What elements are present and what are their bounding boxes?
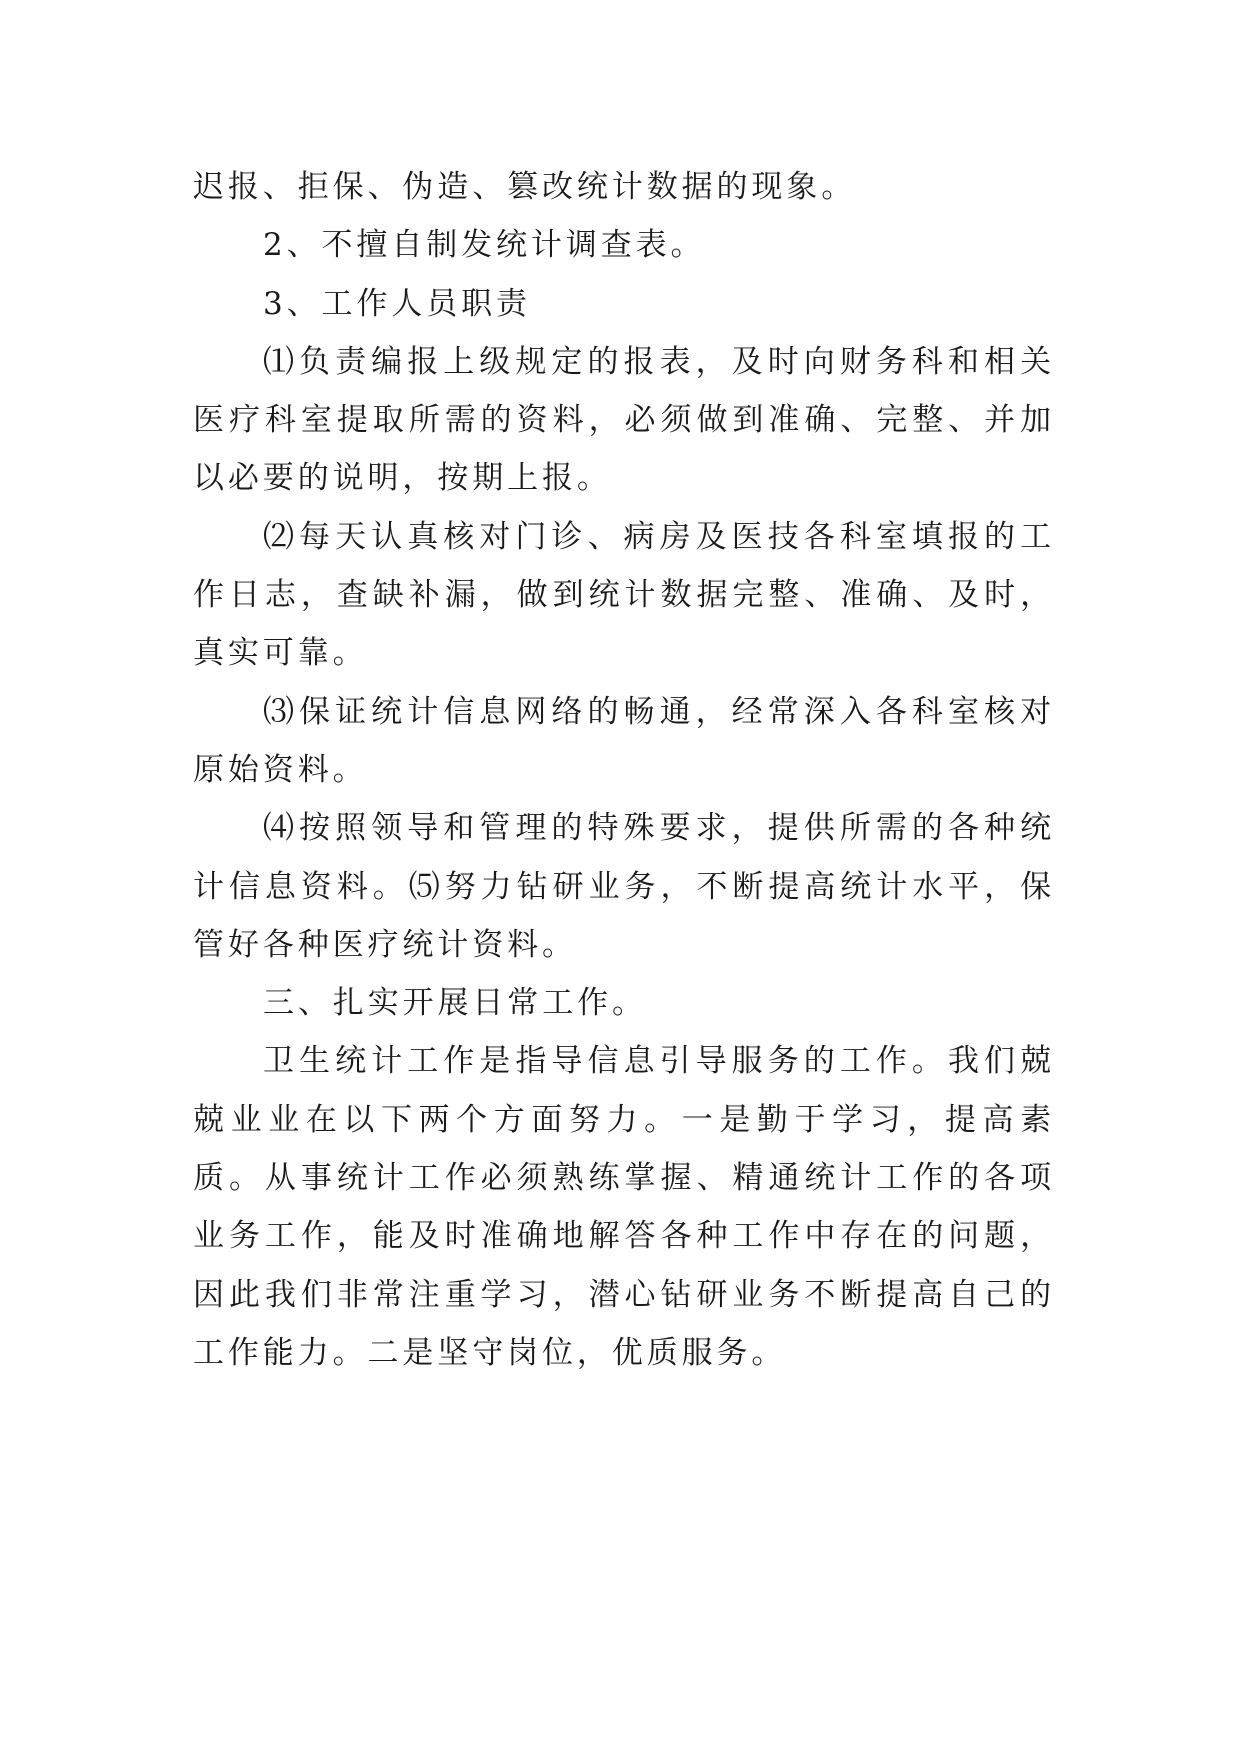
- paragraph-item-2: 2、不擅自制发统计调查表。: [263, 227, 706, 264]
- paragraph-continuation: 迟报、拒保、伪造、篡改统计数据的现象。: [193, 169, 857, 205]
- paragraph-duty-2: ⑵每天认真核对门诊、病房及医技各科室填报的工作日志，查缺补漏，做到统计数据完整、准确、及时，真实可靠。: [193, 518, 1055, 672]
- document-body: [193, 158, 1055, 1382]
- paragraph-duty-1: ⑴负责编报上级规定的报表，及时向财务科和相关医疗科室提取所需的资料，必须做到准确、完整、并加以必要的说明，按期上报。: [193, 343, 1055, 497]
- paragraph-item-3-heading: 3、工作人员职责: [263, 285, 531, 322]
- paragraph-duty-3: ⑶保证统计信息网络的畅通，经常深入各科室核对原始资料。: [193, 693, 1055, 788]
- paragraph-daily-work: 卫生统计工作是指导信息引导服务的工作。我们兢兢业业在以下两个方面努力。一是勤于学习，提高素质。从事统计工作必须熟练掌握、精通统计工作的各项业务工作，能及时准确地解答各种工作中存在的问题，因此我们非常注重学习，潜心钻研业务不断提高自己的工作能力。二是坚守岗位，优质服务。: [193, 1043, 1055, 1371]
- section-heading-3: 三、扎实开展日常工作。: [263, 985, 647, 1022]
- paragraph-duty-4-5: ⑷按照领导和管理的特殊要求，提供所需的各种统计信息资料。⑸努力钻研业务，不断提高统计水平，保管好各种医疗统计资料。: [193, 810, 1055, 963]
